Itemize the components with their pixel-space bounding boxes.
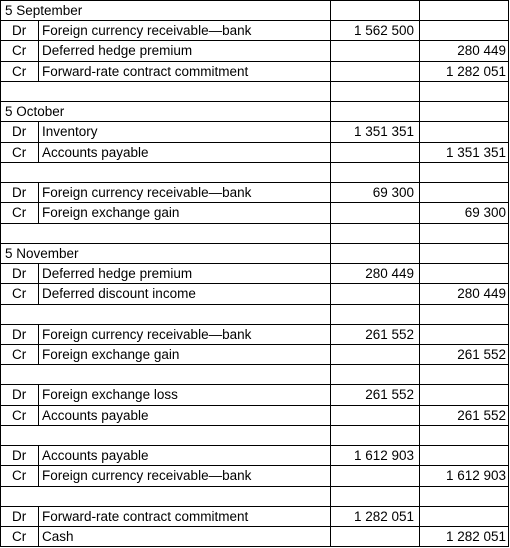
debit-amount [331,527,420,547]
credit-amount: 1 282 051 [420,527,509,547]
credit-amount: 280 449 [420,41,509,61]
entry-type: Cr [1,466,39,486]
entry-row [1,345,509,365]
credit-amount [420,183,509,203]
account-name: Foreign exchange loss [39,385,331,405]
debit-cell [331,244,420,264]
entry-type: Dr [1,183,39,203]
date-row [1,1,509,21]
entry-row [1,21,509,41]
blank-cell [420,163,509,183]
entry-type: Cr [1,527,39,547]
blank-cell [331,305,420,325]
debit-amount [331,284,420,304]
entry-row [1,507,509,527]
account-name: Foreign currency receivable—bank [39,183,331,203]
entry-row [1,203,509,223]
account-name: Foreign currency receivable—bank [39,325,331,345]
blank-cell [420,426,509,446]
account-name: Foreign currency receivable—bank [39,21,331,41]
entry-type: Cr [1,345,39,365]
account-name: Foreign exchange gain [39,203,331,223]
credit-amount [420,446,509,466]
blank-row [1,487,509,507]
debit-amount: 261 552 [331,325,420,345]
debit-amount: 280 449 [331,264,420,284]
blank-cell [1,426,331,446]
entry-type: Dr [1,122,39,142]
blank-cell [420,82,509,102]
blank-row [1,365,509,385]
entry-row [1,183,509,203]
blank-cell [1,163,331,183]
entry-type: Dr [1,446,39,466]
debit-amount [331,41,420,61]
blank-cell [331,224,420,244]
blank-cell [1,305,331,325]
account-name: Forward-rate contract commitment [39,507,331,527]
entry-row [1,385,509,405]
entry-type: Cr [1,143,39,163]
debit-amount [331,203,420,223]
debit-amount [331,466,420,486]
debit-cell [331,1,420,21]
entry-row [1,122,509,142]
credit-amount [420,264,509,284]
blank-cell [420,365,509,385]
debit-amount: 1 612 903 [331,446,420,466]
credit-amount: 1 351 351 [420,143,509,163]
credit-amount: 1 612 903 [420,466,509,486]
entry-row [1,466,509,486]
entry-type: Dr [1,507,39,527]
debit-amount [331,345,420,365]
account-name: Cash [39,527,331,547]
debit-amount [331,62,420,82]
entry-type: Dr [1,21,39,41]
debit-amount: 69 300 [331,183,420,203]
account-name: Accounts payable [39,143,331,163]
entry-row [1,527,509,547]
blank-cell [420,224,509,244]
blank-row [1,82,509,102]
account-name: Deferred hedge premium [39,264,331,284]
entry-type: Cr [1,284,39,304]
entry-type: Dr [1,264,39,284]
date-row [1,102,509,122]
entry-row [1,406,509,426]
account-name: Accounts payable [39,446,331,466]
account-name: Deferred discount income [39,284,331,304]
credit-amount: 261 552 [420,345,509,365]
blank-cell [331,163,420,183]
credit-amount [420,21,509,41]
entry-date: 5 September [1,1,331,21]
entry-type: Dr [1,325,39,345]
blank-cell [331,365,420,385]
entry-row [1,264,509,284]
credit-amount [420,385,509,405]
credit-cell [420,244,509,264]
credit-amount: 280 449 [420,284,509,304]
entry-date: 5 October [1,102,331,122]
date-row [1,244,509,264]
credit-amount: 69 300 [420,203,509,223]
blank-cell [331,426,420,446]
entry-type: Cr [1,203,39,223]
entry-type: Dr [1,385,39,405]
blank-cell [331,82,420,102]
blank-row [1,224,509,244]
debit-amount: 1 562 500 [331,21,420,41]
blank-row [1,163,509,183]
debit-amount: 1 282 051 [331,507,420,527]
blank-cell [1,365,331,385]
credit-amount [420,507,509,527]
credit-amount: 261 552 [420,406,509,426]
account-name: Accounts payable [39,406,331,426]
credit-cell [420,1,509,21]
entry-row [1,143,509,163]
entry-row [1,446,509,466]
entry-row [1,325,509,345]
blank-cell [1,487,331,507]
entry-type: Cr [1,41,39,61]
entry-row [1,41,509,61]
account-name: Forward-rate contract commitment [39,62,331,82]
blank-cell [1,224,331,244]
debit-amount: 1 351 351 [331,122,420,142]
blank-cell [420,487,509,507]
entry-type: Cr [1,406,39,426]
blank-cell [1,82,331,102]
entry-row [1,62,509,82]
credit-amount [420,122,509,142]
blank-cell [420,305,509,325]
credit-cell [420,102,509,122]
debit-amount [331,143,420,163]
credit-amount: 1 282 051 [420,62,509,82]
blank-row [1,305,509,325]
credit-amount [420,325,509,345]
entry-type: Cr [1,62,39,82]
account-name: Foreign currency receivable—bank [39,466,331,486]
blank-cell [331,487,420,507]
account-name: Inventory [39,122,331,142]
debit-cell [331,102,420,122]
entry-date: 5 November [1,244,331,264]
blank-row [1,426,509,446]
debit-amount: 261 552 [331,385,420,405]
entry-row [1,284,509,304]
account-name: Deferred hedge premium [39,41,331,61]
debit-amount [331,406,420,426]
account-name: Foreign exchange gain [39,345,331,365]
